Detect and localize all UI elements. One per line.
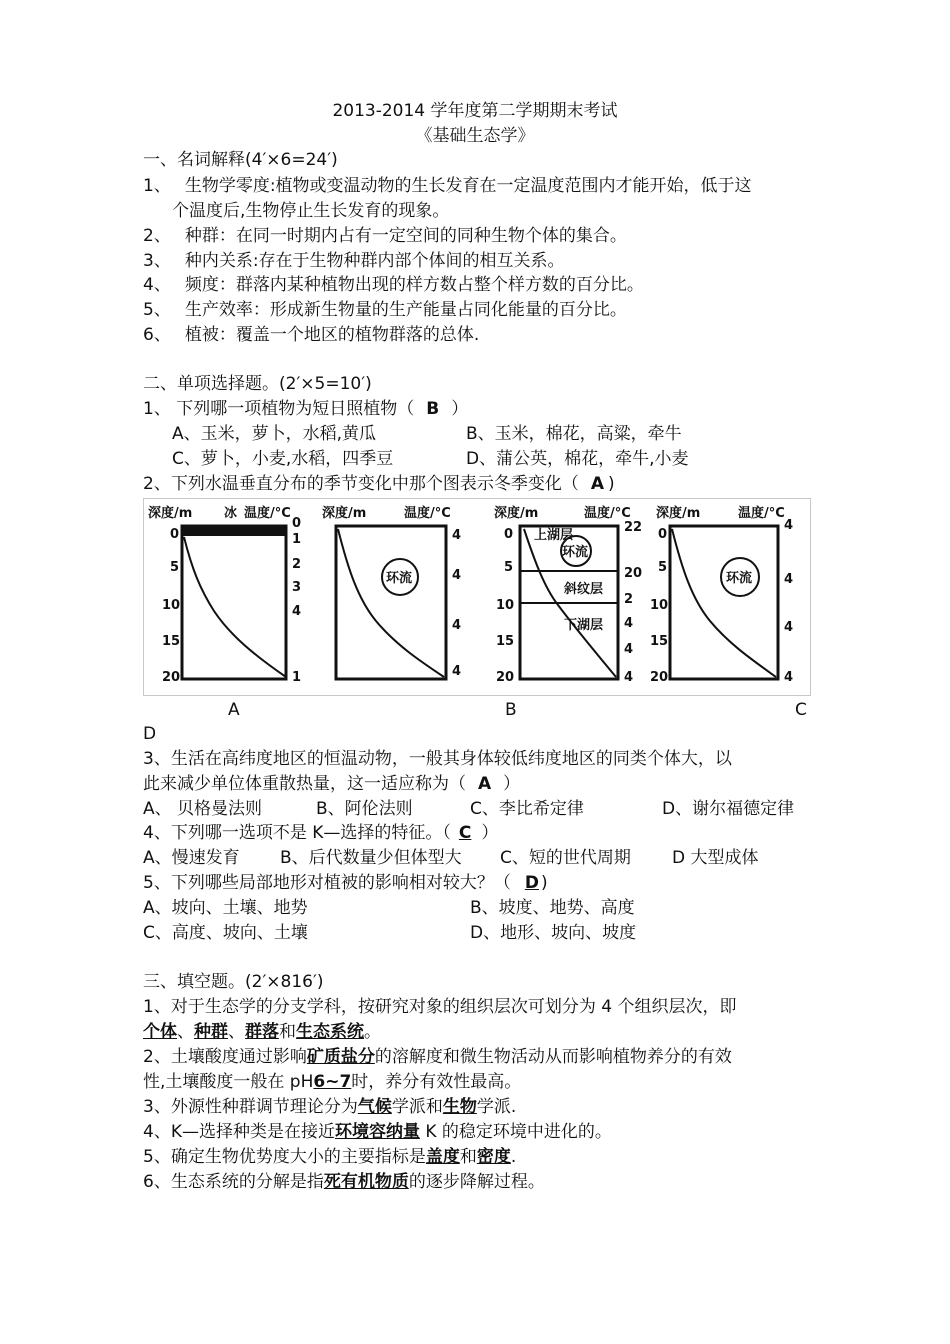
temp-tick: 4 — [292, 604, 302, 619]
temp-tick: 4 — [784, 518, 794, 533]
temp-tick: 4 — [784, 572, 794, 587]
question-3-line-2: 此来减少单位体重散热量，这一适应称为（ A ） — [143, 774, 521, 794]
q1-option-c: C、萝卜，小麦,水稻，四季豆 — [172, 449, 394, 469]
q3-option-a: A、 贝格曼法则 — [143, 799, 263, 819]
depth-tick: 10 — [496, 598, 515, 613]
temp-label: 温度/°C — [244, 506, 291, 521]
definition-4: 4、 频度：群落内某种植物出现的样方数占整个样方数的百分比。 — [143, 275, 644, 295]
depth-label: 深度/m — [322, 506, 367, 521]
section-1-heading: 一、名词解释(4′×6=24′) — [143, 150, 338, 170]
figure-label-d: D — [143, 724, 157, 744]
fill-1-line-1: 1、对于生态学的分支学科，按研究对象的组织层次可划分为 4 个组织层次，即 — [143, 997, 737, 1017]
temperature-curve — [338, 529, 444, 677]
depth-tick: 0 — [170, 527, 180, 542]
lower-layer-label: 下湖层 — [564, 618, 604, 633]
figure-label-b: B — [505, 700, 517, 720]
depth-label: 深度/m — [148, 506, 193, 521]
depth-tick: 5 — [504, 560, 514, 575]
page-subtitle: 《基础生态学》 — [415, 126, 535, 146]
depth-tick: 20 — [162, 670, 181, 685]
depth-label: 深度/m — [656, 506, 701, 521]
temp-tick: 2 — [624, 592, 634, 607]
figure-label-a: A — [228, 700, 240, 720]
question-2: 2、下列水温垂直分布的季节变化中那个图表示冬季变化（ A ) — [143, 474, 615, 494]
q3-option-b: B、阿伦法则 — [316, 799, 413, 819]
circulation-label: 环流 — [726, 571, 753, 586]
q3-option-d: D、谢尔福德定律 — [662, 799, 795, 819]
temp-label: 温度/°C — [738, 506, 785, 521]
panel-d — [650, 505, 793, 685]
temp-tick: 20 — [624, 566, 643, 581]
thermocline-label: 斜纹层 — [564, 582, 604, 597]
depth-label: 深度/m — [494, 506, 539, 521]
circulation-label: 环流 — [562, 545, 589, 560]
figure-label-c: C — [795, 700, 807, 720]
ice-layer — [182, 525, 286, 536]
question-5: 5、下列哪些局部地形对植被的影响相对较大？（ D ) — [143, 873, 548, 893]
figure-svg — [144, 499, 810, 695]
depth-tick: 15 — [496, 634, 515, 649]
q5-option-c: C、高度、坡向、土壤 — [143, 923, 308, 943]
page-title: 2013-2014 学年度第二学期期末考试 — [332, 101, 618, 121]
temp-tick: 4 — [452, 568, 462, 583]
panel-a-frame — [182, 526, 286, 679]
definition-3: 3、 种内关系:存在于生物种群内部个体间的相互关系。 — [143, 251, 565, 271]
definition-5: 5、 生产效率：形成新生物量的生产能量占同化能量的百分比。 — [143, 300, 627, 320]
water-temperature-figure — [143, 498, 811, 696]
temp-tick: 4 — [624, 642, 634, 657]
q1-option-b: B、玉米，棉花，高粱，牵牛 — [466, 424, 682, 444]
q4-option-c: C、短的世代周期 — [500, 848, 631, 868]
depth-tick: 15 — [650, 634, 669, 649]
section-2-heading: 二、单项选择题。(2′×5=10′) — [143, 374, 372, 394]
fill-5: 5、确定生物优势度大小的主要指标是盖度和密度. — [143, 1147, 517, 1167]
temp-label: 温度/°C — [584, 506, 631, 521]
temp-tick: 22 — [624, 520, 643, 535]
temp-tick: 2 — [292, 557, 302, 572]
panel-d-frame — [670, 526, 778, 679]
temperature-curve — [672, 529, 776, 677]
depth-tick: 20 — [650, 670, 669, 685]
depth-tick: 5 — [658, 560, 668, 575]
q4-option-d: D 大型成体 — [672, 848, 759, 868]
section-3-heading: 三、填空题。(2′×816′) — [143, 972, 324, 992]
fill-3: 3、外源性种群调节理论分为气候学派和生物学派. — [143, 1097, 517, 1117]
temp-tick: 1 — [292, 670, 302, 685]
definition-2: 2、 种群：在同一时期内占有一定空间的同种生物个体的集合。 — [143, 226, 627, 246]
ice-label: 冰 — [224, 506, 238, 521]
q4-option-a: A、慢速发育 — [143, 848, 240, 868]
fill-2-line-1: 2、土壤酸度通过影响矿质盐分的溶解度和微生物活动从而影响植物养分的有效 — [143, 1047, 732, 1067]
fill-2-line-2: 性,土壤酸度一般在 pH6~7时，养分有效性最高。 — [143, 1072, 522, 1092]
definition-6: 6、 植被：覆盖一个地区的植物群落的总体. — [143, 325, 480, 345]
panel-c — [494, 505, 642, 685]
fill-1-line-2: 个体、种群、群落和生态系统。 — [143, 1022, 381, 1042]
panel-a — [148, 505, 301, 685]
depth-tick: 10 — [162, 598, 181, 613]
upper-layer-label: 上湖层 — [534, 528, 574, 543]
temp-tick: 4 — [784, 670, 794, 685]
temp-tick: 4 — [624, 670, 634, 685]
temp-tick: 3 — [292, 580, 302, 595]
fill-6: 6、生态系统的分解是指死有机物质的逐步降解过程。 — [143, 1172, 545, 1192]
temp-tick: 0 — [292, 516, 302, 531]
definition-1: 1、 生物学零度:植物或变温动物的生长发育在一定温度范围内才能开始，低于这 — [143, 176, 752, 196]
q1-option-a: A、玉米，萝卜，水稻,黄瓜 — [172, 424, 377, 444]
q5-option-b: B、坡度、地势、高度 — [470, 898, 635, 918]
depth-tick: 20 — [496, 670, 515, 685]
q1-option-d: D、蒲公英，棉花，牵牛,小麦 — [466, 449, 689, 469]
circulation-label: 环流 — [386, 571, 413, 586]
depth-tick: 15 — [162, 634, 181, 649]
q5-option-a: A、坡向、土壤、地势 — [143, 898, 308, 918]
temp-tick: 4 — [784, 620, 794, 635]
depth-tick: 10 — [650, 598, 669, 613]
q3-option-c: C、李比希定律 — [470, 799, 584, 819]
panel-b — [322, 505, 461, 679]
question-1: 1、 下列哪一项植物为短日照植物（ B ） — [143, 399, 469, 419]
temp-tick: 4 — [452, 618, 462, 633]
depth-tick: 5 — [170, 560, 180, 575]
depth-tick: 0 — [504, 527, 514, 542]
temp-label: 温度/°C — [404, 506, 451, 521]
temp-tick: 1 — [292, 532, 302, 547]
question-3-line-1: 3、生活在高纬度地区的恒温动物，一般其身体较低纬度地区的同类个体大，以 — [143, 749, 732, 769]
depth-tick: 0 — [658, 527, 668, 542]
definition-1-cont: 个温度后,生物停止生长发育的现象。 — [172, 201, 450, 221]
q5-option-d: D、地形、坡向、坡度 — [470, 923, 637, 943]
question-4: 4、下列哪一选项不是 K—选择的特征。（ C ） — [143, 823, 499, 843]
temp-tick: 4 — [452, 528, 462, 543]
temperature-curve — [184, 537, 286, 677]
temp-tick: 4 — [452, 664, 462, 679]
q4-option-b: B、后代数量少但体型大 — [280, 848, 462, 868]
fill-4: 4、K—选择种类是在接近环境容纳量 K 的稳定环境中进化的。 — [143, 1122, 612, 1142]
panel-b-frame — [336, 526, 446, 679]
temp-tick: 4 — [624, 616, 634, 631]
